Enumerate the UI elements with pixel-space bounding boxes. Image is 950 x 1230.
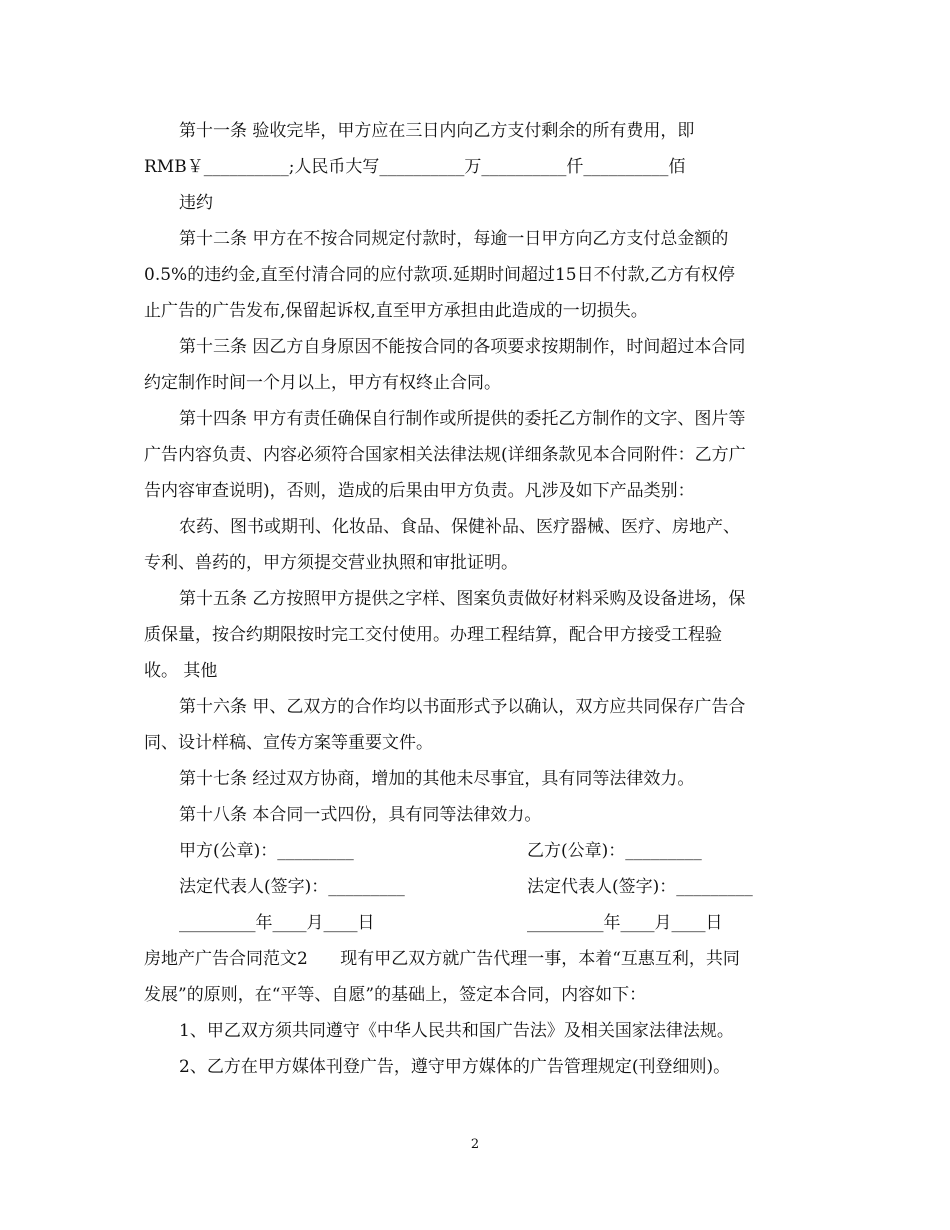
- clause-12-line-1: 第十二条 甲方在不按合同规定付款时，每逾一日甲方向乙方支付总金额的: [179, 229, 729, 249]
- party-a-seal: 甲方(公章)：_________: [179, 841, 354, 861]
- party-a-date: _________年____月____日: [179, 913, 375, 933]
- clause-15-line-1: 第十五条 乙方按照甲方提供之字样、图案负责做好材料采购及设备进场，保: [179, 589, 746, 609]
- clause-12-line-3: 止广告的广告发布,保留起诉权,直至甲方承担由此造成的一切损失。: [144, 301, 648, 321]
- clause-15-line-3: 收。 其他: [144, 661, 218, 681]
- clause-13-line-2: 约定制作时间一个月以上，甲方有权终止合同。: [144, 373, 501, 393]
- contract-2-intro-line: 发展”的原则，在“平等、自愿”的基础上，签定本合同，内容如下：: [144, 985, 647, 1005]
- product-categories-line-1: 农药、图书或期刊、化妆品、食品、保健补品、医疗器械、医疗、房地产、: [179, 517, 740, 537]
- clause-12-line-2: 0.5%的违约金,直至付清合同的应付款项.延期时间超过15日不付款,乙方有权停: [144, 265, 736, 285]
- clause-18-line: 第十八条 本合同一式四份，具有同等法律效力。: [179, 805, 542, 825]
- clause-16-line-1: 第十六条 甲、乙双方的合作均以书面形式予以确认，双方应共同保存广告合: [179, 697, 746, 717]
- clause-17-line: 第十七条 经过双方协商，增加的其他未尽事宜，具有同等法律效力。: [179, 769, 695, 789]
- clause-11-line-1: 第十一条 验收完毕，甲方应在三日内向乙方支付剩余的所有费用，即: [179, 121, 695, 141]
- party-b-seal: 乙方(公章)：_________: [527, 841, 702, 861]
- clause-11-line-2: RMB￥__________;人民币大写__________万__________仟__________佰: [144, 157, 686, 177]
- party-b-representative: 法定代表人(签字)：_________: [527, 877, 753, 897]
- contract-2-clause-1: 1、甲乙双方须共同遵守《中华人民共和国广告法》及相关国家法律法规。: [179, 1021, 734, 1041]
- product-categories-line-2: 专利、兽药的，甲方须提交营业执照和审批证明。: [144, 553, 518, 573]
- clause-13-line-1: 第十三条 因乙方自身原因不能按合同的各项要求按期制作，时间超过本合同: [179, 337, 746, 357]
- clause-14-line-1: 第十四条 甲方有责任确保自行制作或所提供的委托乙方制作的文字、图片等: [179, 409, 746, 429]
- contract-2-heading-line: 房地产广告合同范文2 现有甲乙双方就广告代理一事，本着“互惠互利，共同: [144, 949, 740, 969]
- page-number: 2: [470, 1137, 480, 1152]
- clause-14-line-3: 告内容审查说明)，否则，造成的后果由甲方负责。凡涉及如下产品类别：: [144, 481, 695, 501]
- clause-14-line-2: 广告内容负责、内容必须符合国家相关法律法规(详细条款见本合同附件：乙方广: [144, 445, 746, 465]
- contract-2-clause-2: 2、乙方在甲方媒体刊登广告，遵守甲方媒体的广告管理规定(刊登细则)。: [179, 1057, 731, 1077]
- clause-16-line-2: 同、设计样稿、宣传方案等重要文件。: [144, 733, 433, 753]
- clause-15-line-2: 质保量，按合约期限按时完工交付使用。办理工程结算，配合甲方接受工程验: [144, 625, 722, 645]
- party-a-representative: 法定代表人(签字)：_________: [179, 877, 405, 897]
- section-heading-breach: 违约: [179, 193, 213, 213]
- party-b-date: _________年____月____日: [527, 913, 723, 933]
